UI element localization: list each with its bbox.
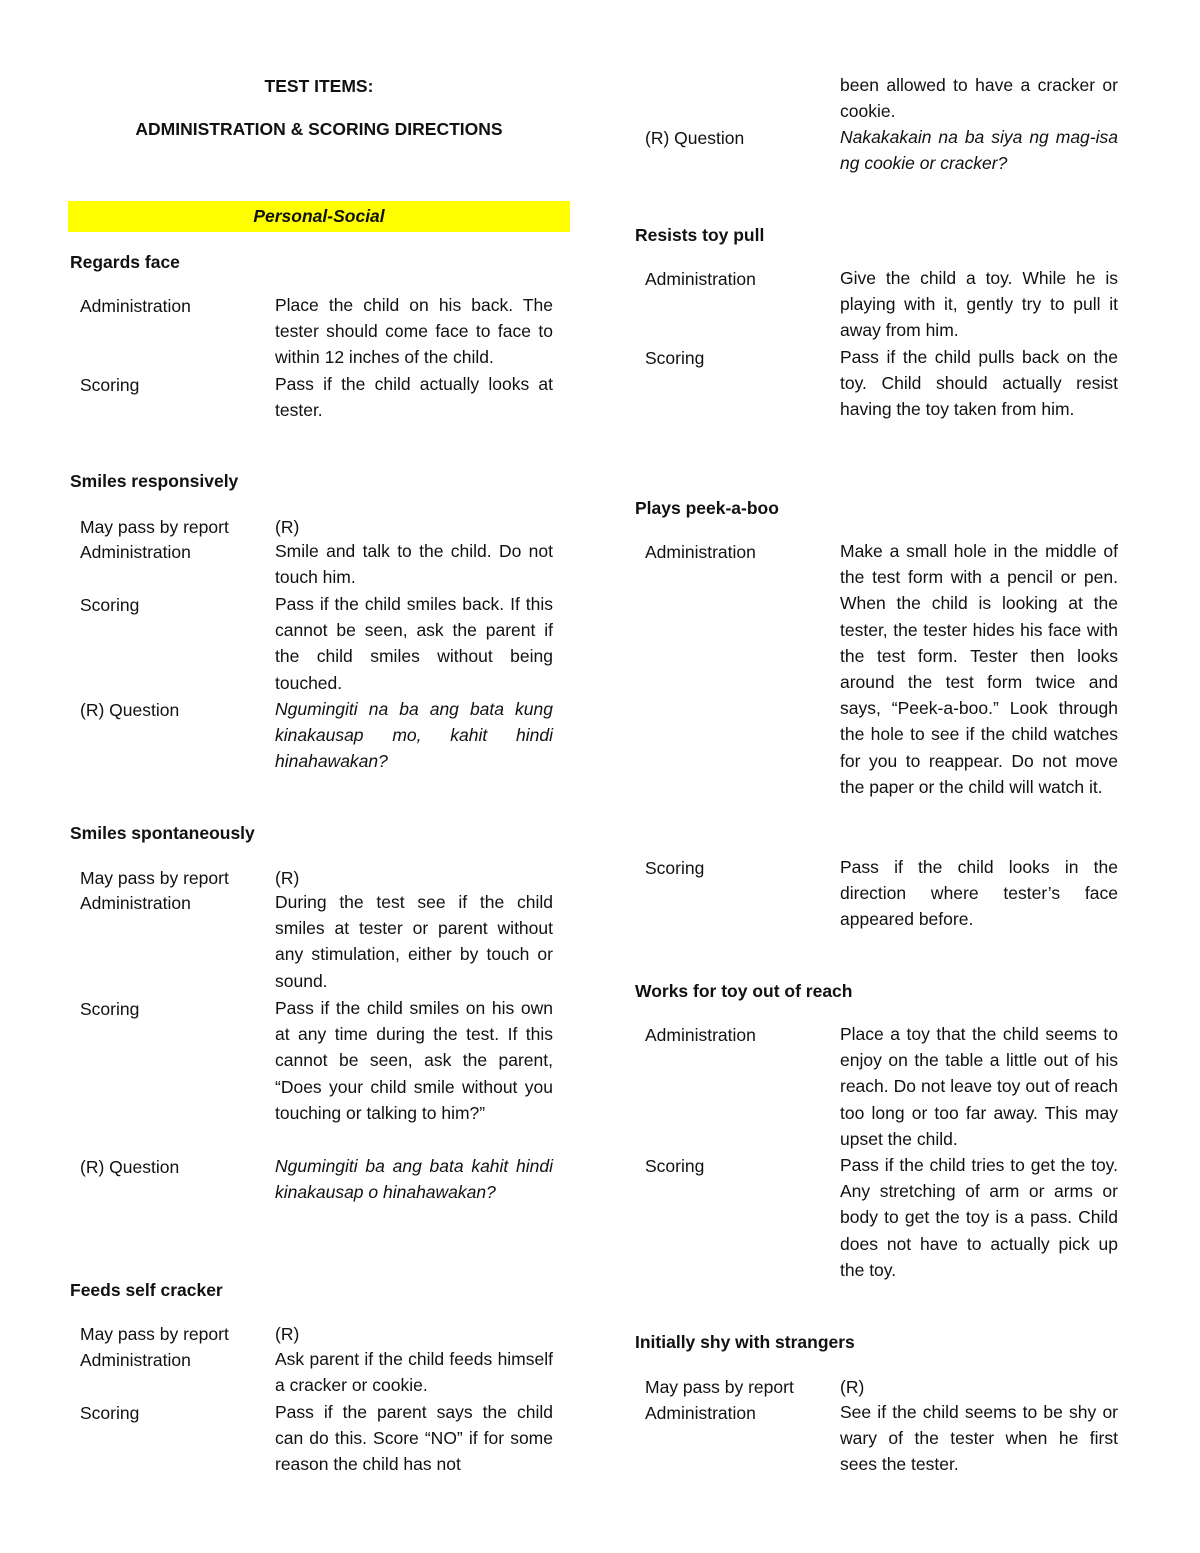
scoring-label: Scoring — [80, 595, 140, 615]
may-pass-label: May pass by report — [645, 1377, 794, 1397]
question-label: (R) Question — [80, 1157, 180, 1177]
scoring-label: Scoring — [80, 1403, 140, 1423]
report-flag: (R) — [275, 517, 300, 537]
may-pass-label: May pass by report — [80, 868, 229, 888]
scoring-label: Scoring — [645, 1156, 705, 1176]
scoring-text: Pass if the child smiles back. If this cannot be seen, ask the parent if the child smiles without being touched. — [275, 594, 553, 693]
page-title: TEST ITEMS: — [264, 76, 374, 96]
question-text: Ngumingiti ba ang bata kahit hindi kinakausap o hinahawakan? — [275, 1156, 553, 1203]
scoring-label: Scoring — [645, 858, 705, 878]
item-heading: Feeds self cracker — [70, 1280, 223, 1300]
question-text: Ngumingiti na ba ang bata kung kinakausap mo, kahit hindi hinahawakan? — [275, 699, 553, 772]
scoring-text: Pass if the child looks in the direction where tester’s face appeared before. — [840, 857, 1118, 930]
scoring-label: Scoring — [80, 999, 140, 1019]
administration-text: During the test see if the child smiles at tester or parent without any stimulation, either by touch or sound. — [275, 892, 553, 991]
scoring-label: Scoring — [645, 348, 705, 368]
item-heading: Regards face — [70, 252, 180, 272]
item-heading: Initially shy with strangers — [635, 1332, 855, 1352]
administration-label: Administration — [80, 893, 191, 913]
administration-text: Smile and talk to the child. Do not touch him. — [275, 541, 553, 588]
scoring-text: Pass if the child actually looks at tester. — [275, 374, 553, 421]
administration-label: Administration — [645, 542, 756, 562]
administration-text: Make a small hole in the middle of the test form with a pencil or pen. When the child is looking at the tester, the tester hides his face with the test form. Tester then looks around the test form twice and says, “Peek-a-boo.” Look through the hole to see if the child watches for you to reappear. Do not move the paper or the child will watch it. — [840, 541, 1118, 797]
administration-text: Ask parent if the child feeds himself a cracker or cookie. — [275, 1349, 553, 1396]
administration-text: Place a toy that the child seems to enjoy on the table a little out of his reach. Do not leave toy out of reach too long or too far away. This may upset the child. — [840, 1024, 1118, 1149]
may-pass-label: May pass by report — [80, 517, 229, 537]
item-heading: Plays peek-a-boo — [635, 498, 779, 518]
report-flag: (R) — [275, 868, 300, 888]
item-heading: Smiles responsively — [70, 471, 239, 491]
administration-label: Administration — [80, 542, 191, 562]
question-label: (R) Question — [645, 128, 745, 148]
administration-label: Administration — [80, 1350, 191, 1370]
may-pass-label: May pass by report — [80, 1324, 229, 1344]
scoring-label: Scoring — [80, 375, 140, 395]
scoring-text: Pass if the child pulls back on the toy. Child should actually resist having the toy taken from him. — [840, 347, 1118, 420]
administration-text: Place the child on his back. The tester should come face to face to within 12 inches of the child. — [275, 295, 553, 368]
question-label: (R) Question — [80, 700, 180, 720]
question-text: Nakakakain na ba siya ng mag-isa ng cookie or cracker? — [840, 127, 1118, 174]
scoring-text: Pass if the child tries to get the toy. Any stretching of arm or arms or body to get the toy is a pass. Child does not have to actually pick up the toy. — [840, 1155, 1118, 1280]
scoring-text: Pass if the child smiles on his own at any time during the test. If this cannot be seen, ask the parent, “Does your child smile without you touching or talking to him?” — [275, 998, 553, 1123]
report-flag: (R) — [840, 1377, 865, 1397]
report-flag: (R) — [275, 1324, 300, 1344]
administration-label: Administration — [645, 269, 756, 289]
item-heading: Smiles spontaneously — [70, 823, 255, 843]
administration-label: Administration — [645, 1403, 756, 1423]
administration-label: Administration — [80, 296, 191, 316]
page-subtitle: ADMINISTRATION & SCORING DIRECTIONS — [135, 119, 503, 139]
scoring-text: Pass if the parent says the child can do this. Score “NO” if for some reason the child has not — [275, 1402, 553, 1475]
item-heading: Resists toy pull — [635, 225, 765, 245]
administration-text: See if the child seems to be shy or wary of the tester when he first sees the tester. — [840, 1402, 1118, 1475]
item-heading: Works for toy out of reach — [635, 981, 853, 1001]
administration-label: Administration — [645, 1025, 756, 1045]
administration-text: Give the child a toy. While he is playing with it, gently try to pull it away from him. — [840, 268, 1118, 341]
scoring-text-continued: been allowed to have a cracker or cookie. — [840, 75, 1118, 122]
section-band: Personal-Social — [68, 201, 570, 232]
